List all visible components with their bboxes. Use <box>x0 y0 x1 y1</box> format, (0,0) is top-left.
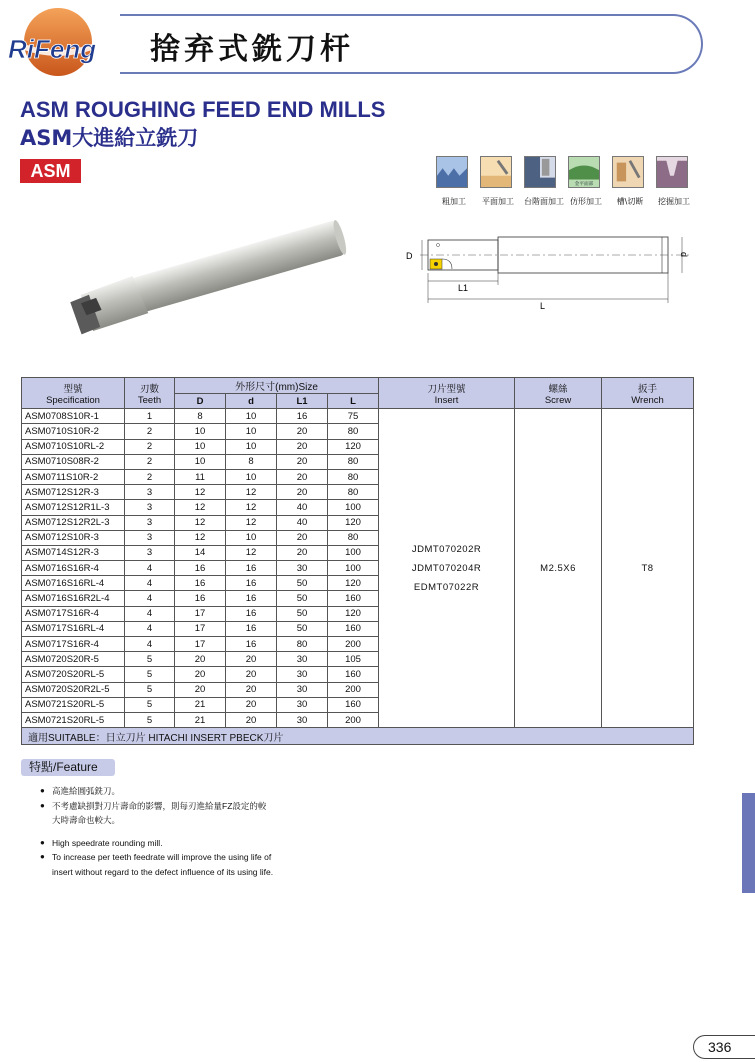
d-cell: 10 <box>226 409 277 424</box>
L1-cell: 30 <box>277 561 328 576</box>
spec-cell: ASM0717S16R-4 <box>22 606 125 621</box>
L1-cell: 30 <box>277 697 328 712</box>
spec-cell: ASM0716S16R2L-4 <box>22 591 125 606</box>
insert-value: JDMT070204R <box>411 562 482 574</box>
icon-sublabel: 金平面部 <box>574 182 594 188</box>
teeth-cell: 4 <box>125 591 175 606</box>
L1-cell: 20 <box>277 530 328 545</box>
L1-cell: 20 <box>277 469 328 484</box>
spec-cell: ASM0712S12R1L-3 <box>22 500 125 515</box>
icon-cell <box>568 156 604 207</box>
D-cell: 21 <box>175 697 226 712</box>
teeth-cell: 3 <box>125 515 175 530</box>
D-cell: 17 <box>175 637 226 652</box>
teeth-cell: 5 <box>125 667 175 682</box>
col-D-header: D <box>175 394 226 409</box>
teeth-cell: 5 <box>125 652 175 667</box>
screw-header-en: Screw <box>544 394 572 406</box>
D-cell: 16 <box>175 591 226 606</box>
col-L-header: L <box>328 394 379 409</box>
screw-cell: M2.5X6 <box>515 409 602 728</box>
L-cell: 120 <box>328 439 379 454</box>
feature-item-continued: 大時壽命也較大。 <box>52 815 121 825</box>
spec-cell: ASM0721S20RL-5 <box>22 697 125 712</box>
spec-cell: ASM0716S16RL-4 <box>22 576 125 591</box>
teeth-cell: 5 <box>125 697 175 712</box>
L-cell: 200 <box>328 712 379 727</box>
face-machining-icon <box>480 156 512 188</box>
L-cell: 100 <box>328 545 379 560</box>
spec-cell: ASM0721S20RL-5 <box>22 712 125 727</box>
L1-cell: 40 <box>277 515 328 530</box>
spec-header-en: Specification <box>46 394 100 406</box>
D-cell: 10 <box>175 439 226 454</box>
suitable-note-row <box>22 728 694 745</box>
spec-cell: ASM0720S20R2L-5 <box>22 682 125 697</box>
teeth-cell: 2 <box>125 469 175 484</box>
d-cell: 12 <box>226 545 277 560</box>
L-cell: 80 <box>328 424 379 439</box>
feature-item: ● High speedrate rounding mill. <box>42 836 372 851</box>
D-cell: 17 <box>175 621 226 636</box>
spec-cell: ASM0717S16RL-4 <box>22 621 125 636</box>
col-d-header: d <box>226 394 277 409</box>
feature-label: 特點/Feature <box>21 759 115 776</box>
icon-label: 平面加工 <box>482 197 514 206</box>
L-cell: 80 <box>328 469 379 484</box>
L-cell: 120 <box>328 606 379 621</box>
spec-cell: ASM0710S10RL-2 <box>22 439 125 454</box>
L1-cell: 50 <box>277 606 328 621</box>
icon-cell <box>612 156 648 207</box>
L-cell: 120 <box>328 515 379 530</box>
d-cell: 20 <box>226 697 277 712</box>
dim-D-label: D <box>406 251 413 261</box>
spec-cell: ASM0710S08R-2 <box>22 454 125 469</box>
D-cell: 12 <box>175 485 226 500</box>
d-cell: 12 <box>226 485 277 500</box>
screw-header-cn: 螺絲 <box>548 383 568 395</box>
L-cell: 160 <box>328 667 379 682</box>
feature-list <box>42 784 372 879</box>
product-code-badge: ASM <box>20 159 81 183</box>
L1-cell: 50 <box>277 621 328 636</box>
teeth-cell: 2 <box>125 424 175 439</box>
spec-cell: ASM0711S10R-2 <box>22 469 125 484</box>
d-cell: 10 <box>226 469 277 484</box>
size-header: 外形尺寸(mm)Size <box>175 378 379 394</box>
L-cell: 80 <box>328 485 379 500</box>
D-cell: 17 <box>175 606 226 621</box>
teeth-cell: 3 <box>125 485 175 500</box>
L-cell: 80 <box>328 530 379 545</box>
L1-cell: 16 <box>277 409 328 424</box>
L1-cell: 30 <box>277 712 328 727</box>
spec-header-cn: 型號 <box>63 383 83 395</box>
L1-cell: 20 <box>277 439 328 454</box>
icon-cell <box>524 156 564 207</box>
d-cell: 20 <box>226 667 277 682</box>
d-cell: 10 <box>226 424 277 439</box>
table-header-row <box>22 378 694 394</box>
spec-cell: ASM0712S12R-3 <box>22 485 125 500</box>
L1-cell: 80 <box>277 637 328 652</box>
dim-L-label: L <box>540 301 546 311</box>
teeth-cell: 2 <box>125 454 175 469</box>
teeth-cell: 4 <box>125 561 175 576</box>
d-cell: 10 <box>226 530 277 545</box>
product-title-en: ASM ROUGHING FEED END MILLS <box>20 97 386 122</box>
rough-machining-icon <box>436 156 468 188</box>
L1-cell: 20 <box>277 424 328 439</box>
teeth-cell: 4 <box>125 606 175 621</box>
svg-text:RiFeng: RiFeng <box>8 34 97 64</box>
d-cell: 16 <box>226 576 277 591</box>
teeth-cell: 2 <box>125 439 175 454</box>
page-header-title: 捨弃式銑刀杆 <box>150 32 354 67</box>
D-cell: 16 <box>175 561 226 576</box>
icon-label: 槽\切断 <box>616 197 644 206</box>
table-body <box>22 409 694 745</box>
icon-label: 挖掘加工 <box>658 197 690 206</box>
spec-cell: ASM0712S10R-3 <box>22 530 125 545</box>
page-number: 336 <box>708 1039 732 1055</box>
icon-label: 粗加工 <box>442 197 466 206</box>
specification-table <box>21 377 694 745</box>
teeth-header-cn: 刃數 <box>139 383 159 395</box>
d-cell: 16 <box>226 637 277 652</box>
dim-L1-label: L1 <box>458 283 469 293</box>
D-cell: 20 <box>175 652 226 667</box>
d-cell: 8 <box>226 454 277 469</box>
spec-cell: ASM0716S16R-4 <box>22 561 125 576</box>
L-cell: 160 <box>328 621 379 636</box>
pocketing-icon <box>656 156 688 188</box>
col-L1-header: L1 <box>277 394 328 409</box>
L-cell: 75 <box>328 409 379 424</box>
D-cell: 12 <box>175 500 226 515</box>
L1-cell: 30 <box>277 667 328 682</box>
table-row <box>22 409 694 424</box>
slot-cutting-icon <box>612 156 644 188</box>
L-cell: 100 <box>328 561 379 576</box>
col-teeth-header <box>125 378 175 409</box>
D-cell: 12 <box>175 530 226 545</box>
spec-cell: ASM0717S16R-4 <box>22 637 125 652</box>
rifeng-logo <box>2 4 112 84</box>
insert-cell <box>379 409 515 728</box>
col-spec-header <box>22 378 125 409</box>
L1-cell: 30 <box>277 682 328 697</box>
L1-cell: 20 <box>277 485 328 500</box>
L-cell: 160 <box>328 697 379 712</box>
L-cell: 200 <box>328 637 379 652</box>
D-cell: 12 <box>175 515 226 530</box>
icon-label: 仿形加工 <box>570 197 602 206</box>
L-cell: 160 <box>328 591 379 606</box>
d-cell: 12 <box>226 500 277 515</box>
spec-cell: ASM0710S10R-2 <box>22 424 125 439</box>
D-cell: 21 <box>175 712 226 727</box>
L-cell: 200 <box>328 682 379 697</box>
teeth-cell: 4 <box>125 621 175 636</box>
teeth-cell: 3 <box>125 545 175 560</box>
L1-cell: 50 <box>277 591 328 606</box>
teeth-cell: 3 <box>125 500 175 515</box>
L-cell: 100 <box>328 500 379 515</box>
L1-cell: 50 <box>277 576 328 591</box>
L-cell: 120 <box>328 576 379 591</box>
L-cell: 80 <box>328 454 379 469</box>
d-cell: 16 <box>226 621 277 636</box>
end-mill-illustration <box>60 210 350 340</box>
col-wrench-header <box>602 378 694 409</box>
teeth-cell: 4 <box>125 637 175 652</box>
wrench-cell: T8 <box>602 409 694 728</box>
d-cell: 16 <box>226 591 277 606</box>
icon-cell <box>656 156 692 207</box>
spec-cell: ASM0708S10R-1 <box>22 409 125 424</box>
D-cell: 16 <box>175 576 226 591</box>
D-cell: 14 <box>175 545 226 560</box>
machining-icons <box>436 156 696 206</box>
icon-cell <box>436 156 472 207</box>
teeth-header-en: Teeth <box>137 394 162 406</box>
D-cell: 20 <box>175 682 226 697</box>
D-cell: 10 <box>175 454 226 469</box>
d-cell: 12 <box>226 515 277 530</box>
teeth-cell: 5 <box>125 682 175 697</box>
D-cell: 8 <box>175 409 226 424</box>
icon-cell <box>480 156 516 207</box>
wrench-header-cn: 扳手 <box>638 383 658 395</box>
spec-cell: ASM0720S20R-5 <box>22 652 125 667</box>
insert-header-en: Insert <box>434 394 459 406</box>
teeth-cell: 5 <box>125 712 175 727</box>
suitable-note: 適用SUITABLE：日立刀片 HITACHI INSERT PBECK刀片 <box>22 728 694 745</box>
dim-d-label: d <box>679 252 689 258</box>
L1-cell: 40 <box>277 500 328 515</box>
d-cell: 20 <box>226 682 277 697</box>
shoulder-machining-icon <box>524 156 556 188</box>
col-insert-header <box>379 378 515 409</box>
L1-cell: 30 <box>277 652 328 667</box>
d-cell: 16 <box>226 561 277 576</box>
spec-cell: ASM0720S20RL-5 <box>22 667 125 682</box>
insert-value: JDMT070202R <box>411 543 482 555</box>
feature-item-continued: insert without regard to the defect influence of its using life. <box>52 866 274 877</box>
D-cell: 20 <box>175 667 226 682</box>
spec-cell: ASM0712S12R2L-3 <box>22 515 125 530</box>
d-cell: 10 <box>226 439 277 454</box>
d-cell: 20 <box>226 712 277 727</box>
d-cell: 16 <box>226 606 277 621</box>
teeth-cell: 4 <box>125 576 175 591</box>
teeth-cell: 1 <box>125 409 175 424</box>
col-screw-header <box>515 378 602 409</box>
feature-item: ● 不考慮缺損對刀片壽命的影響，則每刃進給量FZ設定的較 <box>42 799 372 814</box>
icon-label: 台階面加工 <box>524 197 564 206</box>
product-title-cn: ASM大進給立銑刀 <box>20 126 199 150</box>
profile-machining-icon <box>568 156 600 188</box>
D-cell: 10 <box>175 424 226 439</box>
dimension-diagram <box>400 225 700 315</box>
D-cell: 11 <box>175 469 226 484</box>
teeth-cell: 3 <box>125 530 175 545</box>
side-tab-marker <box>742 793 755 893</box>
L-cell: 105 <box>328 652 379 667</box>
insert-header-cn: 刀片型號 <box>427 383 466 395</box>
wrench-header-en: Wrench <box>631 394 664 406</box>
spec-cell: ASM0714S12R-3 <box>22 545 125 560</box>
feature-item: ● To increase per teeth feedrate will improve the using life of <box>42 850 372 865</box>
d-cell: 20 <box>226 652 277 667</box>
L1-cell: 20 <box>277 454 328 469</box>
L1-cell: 20 <box>277 545 328 560</box>
insert-value: EDMT07022R <box>413 581 480 593</box>
feature-item: ● 高進給圓弧銑刀。 <box>42 784 372 799</box>
